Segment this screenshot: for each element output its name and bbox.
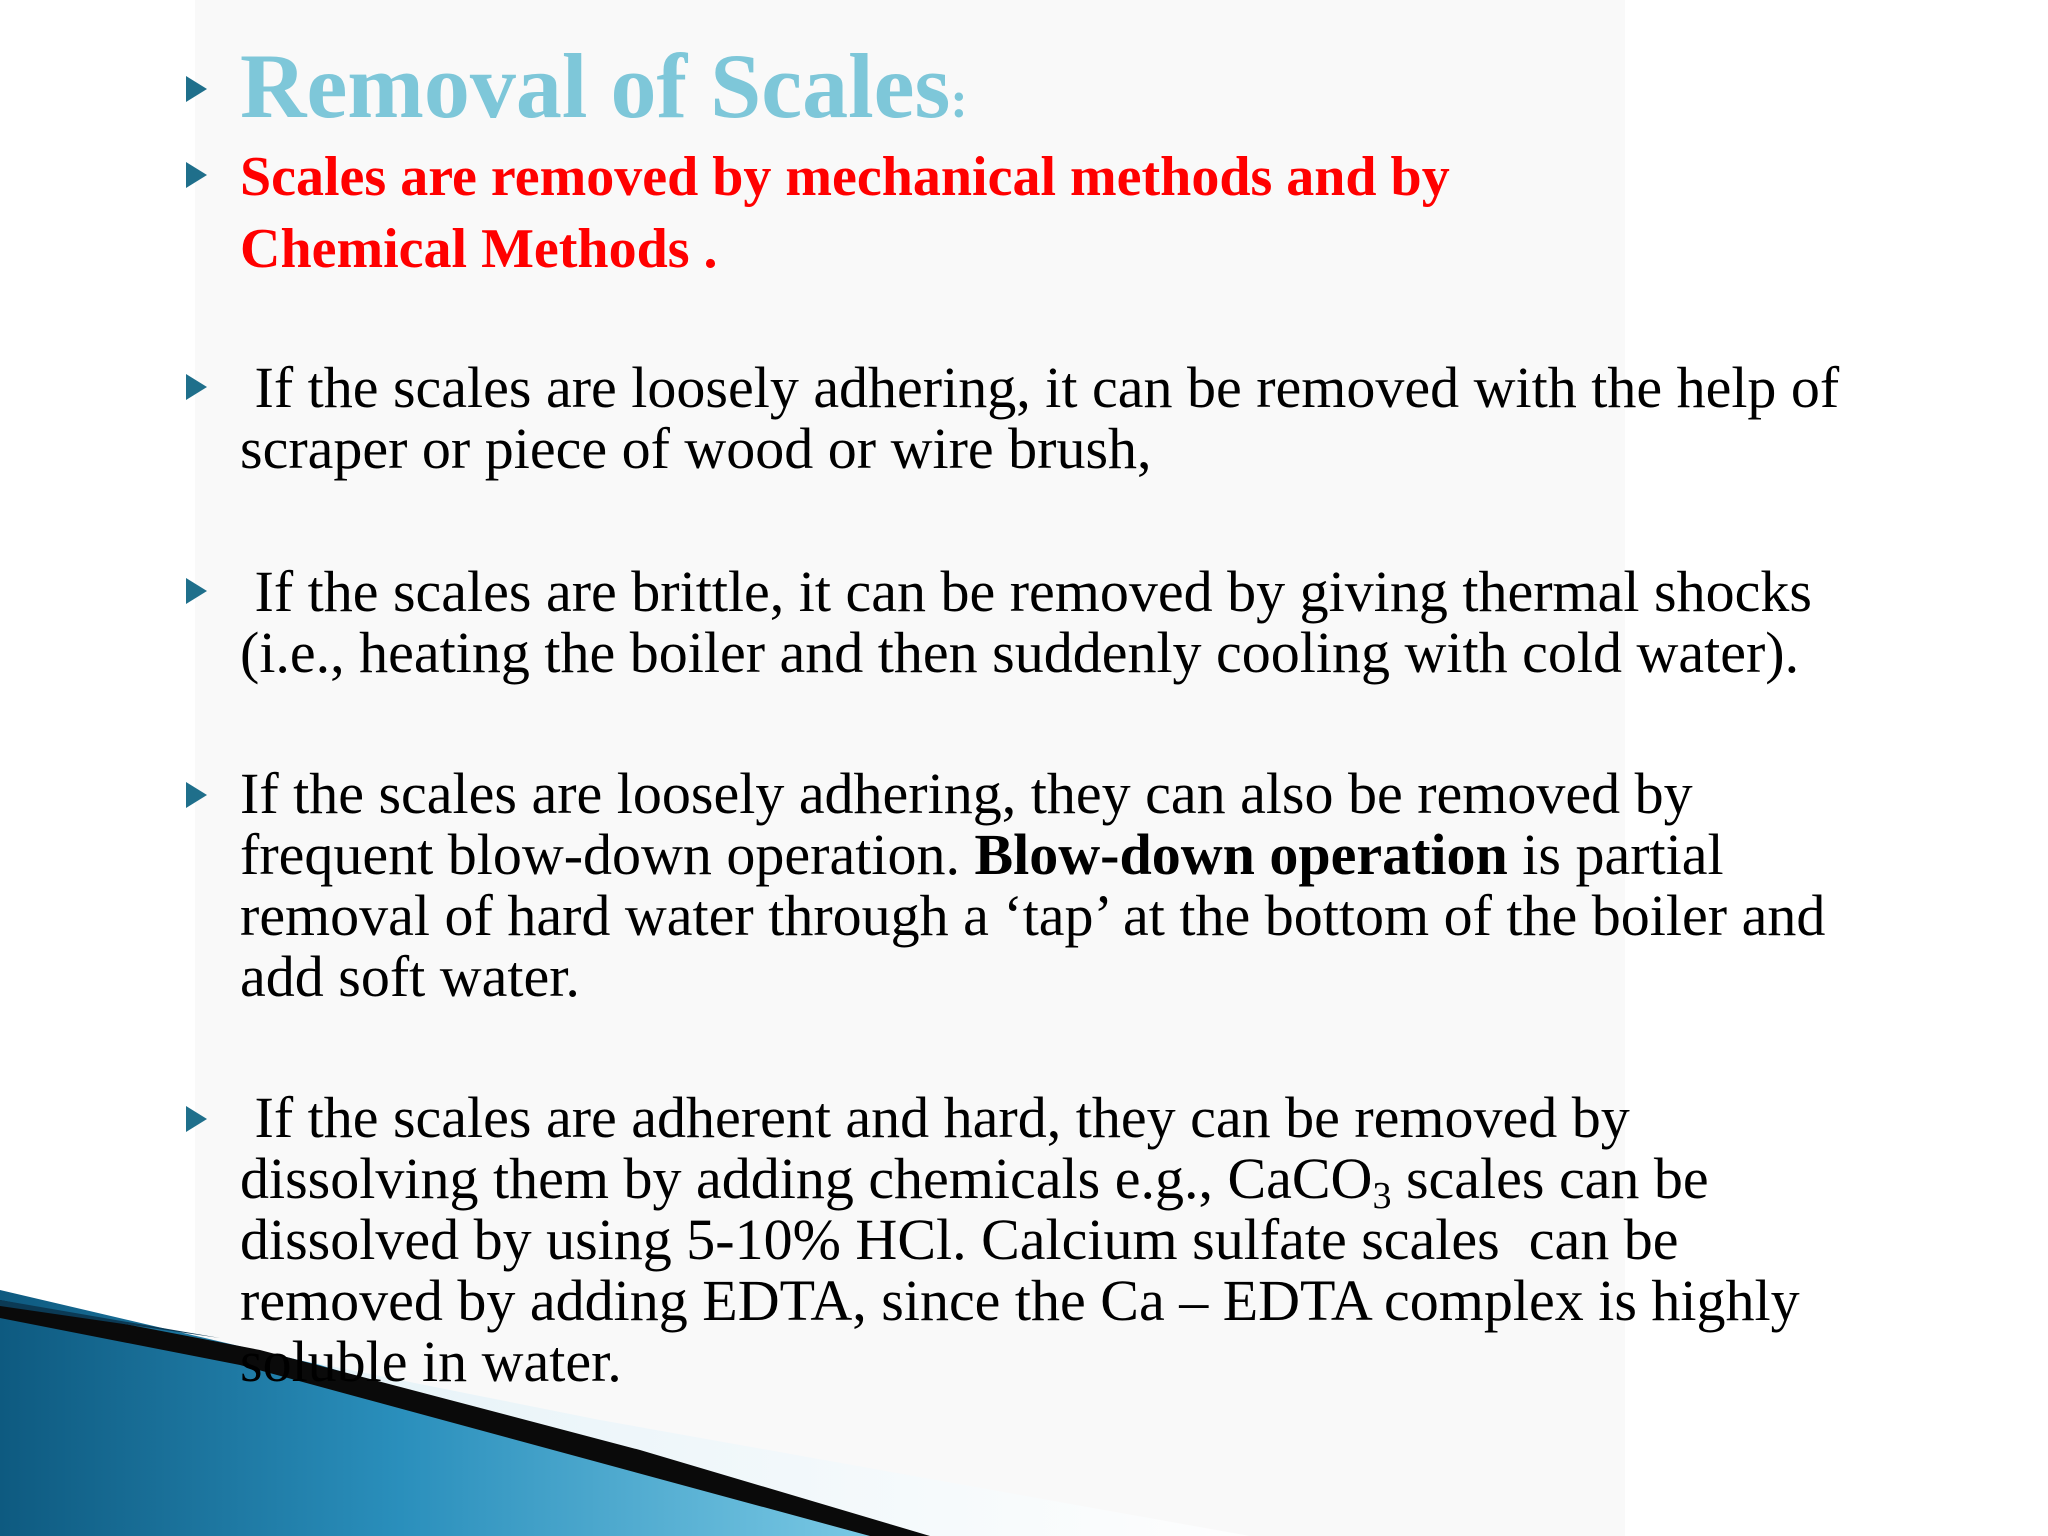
bullet-4-marker — [183, 1104, 209, 1134]
bullet-3-marker — [183, 780, 209, 810]
intro-text — [240, 141, 1450, 285]
bullet-3-line-3: removal of hard water through a ‘tap’ at the bottom of the boiler and — [240, 883, 1826, 948]
bullet-4-line-1: If the scales are adherent and hard, they can be removed by — [240, 1085, 1630, 1150]
blow-down-term: Blow-down operation — [974, 822, 1508, 887]
bullet-1-text — [240, 357, 1839, 479]
bullet-2-text — [240, 561, 1812, 683]
bullet-4-line-4: removed by adding EDTA, since the Ca – EDTA complex is highly — [240, 1268, 1800, 1333]
triangle-right-icon — [183, 780, 209, 810]
bullet-3-line-2: frequent blow-down operation. Blow-down operation is partial — [240, 822, 1724, 887]
bullet-1-line-1: If the scales are loosely adhering, it can be removed with the help of — [240, 355, 1840, 420]
bullet-4-line-5: soluble in water. — [240, 1329, 622, 1394]
bullet-1-marker — [183, 372, 209, 402]
bullet-4-text — [240, 1087, 1800, 1392]
bullet-2-marker — [183, 576, 209, 606]
title-colon: : — [950, 72, 968, 129]
intro-line-1: Scales are removed by mechanical methods and by — [240, 146, 1450, 208]
slide-title — [240, 36, 968, 151]
triangle-right-icon — [183, 160, 209, 190]
triangle-right-icon — [183, 1104, 209, 1134]
subscript-3: 3 — [1372, 1175, 1392, 1217]
triangle-right-icon — [183, 372, 209, 402]
bullet-3-line-1: If the scales are loosely adhering, they can also be removed by — [240, 761, 1693, 826]
bullet-1-line-2: scraper or piece of wood or wire brush, — [240, 416, 1152, 481]
triangle-right-icon — [183, 576, 209, 606]
bullet-4-line-2: dissolving them by adding chemicals e.g., CaCO$_3$ scales can be — [240, 1146, 1709, 1217]
bullet-4-line-3: dissolved by using 5-10% HCl. Calcium sulfate scales can be — [240, 1207, 1679, 1272]
intro-bullet — [183, 160, 209, 190]
title-text: Removal of Scales — [240, 35, 951, 137]
title-bullet — [183, 74, 209, 104]
triangle-right-icon — [183, 74, 209, 104]
bullet-2-line-2: (i.e., heating the boiler and then suddenly cooling with cold water). — [240, 620, 1800, 685]
bullet-3-line-4: add soft water. — [240, 944, 580, 1009]
bullet-3-text — [240, 763, 1825, 1007]
bullet-2-line-1: If the scales are brittle, it can be removed by giving thermal shocks — [240, 559, 1812, 624]
intro-line-2: Chemical Methods . — [240, 218, 718, 280]
